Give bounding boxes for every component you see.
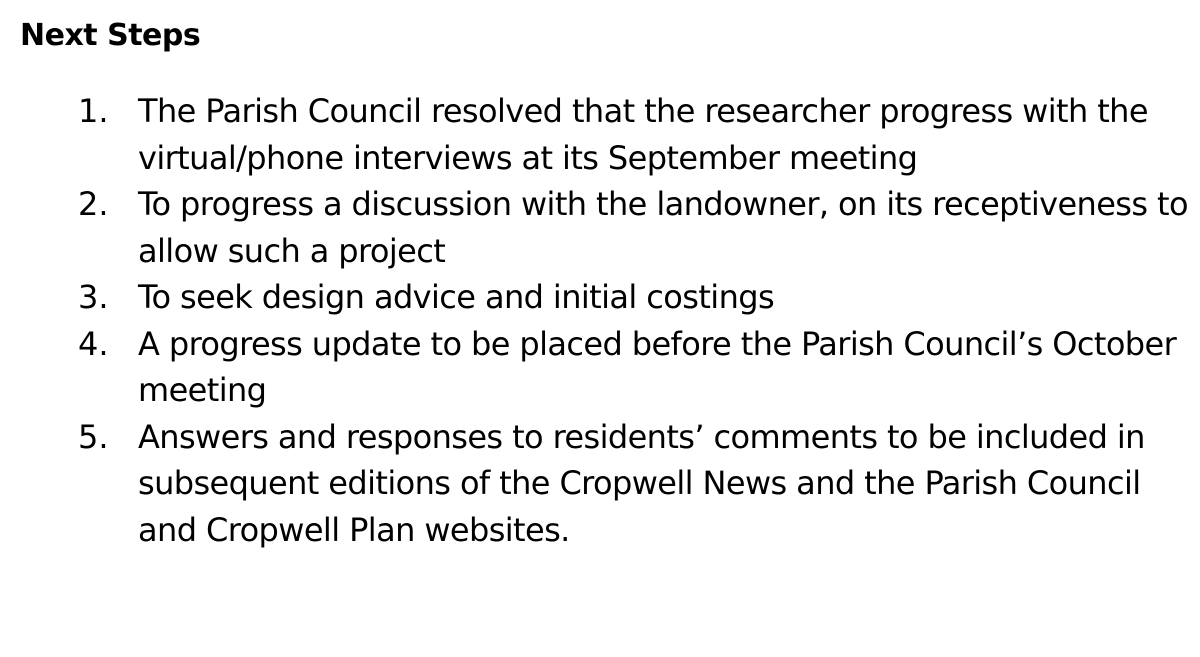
step-number: 4. xyxy=(78,324,109,363)
step-number: 2. xyxy=(78,185,109,223)
list-item-step-5 xyxy=(0,414,1200,554)
next-steps-list xyxy=(0,88,1200,553)
list-item-step-3 xyxy=(0,274,1200,321)
step-text: Answers and responses to residents’ comments to be included in subsequent editions of the Cropwell News and the Parish Council and Cropwell Plan websites. xyxy=(138,417,1145,549)
step-text: A progress update to be placed before the Parish Council’s October meeting xyxy=(138,324,1177,409)
list-item-step-1 xyxy=(0,88,1200,181)
step-text: The Parish Council resolved that the researcher progress with the virtual/phone interviews at its September meeting xyxy=(138,92,1148,177)
step-text: To seek design advice and initial costings xyxy=(138,278,775,316)
list-item-step-4 xyxy=(0,321,1200,414)
step-number: 5. xyxy=(78,417,109,456)
page-title: Next Steps xyxy=(20,18,201,53)
step-number: 3. xyxy=(78,278,109,316)
step-text: To progress a discussion with the landowner, on its receptiveness to allow such a project xyxy=(138,185,1188,270)
list-item-step-2 xyxy=(0,181,1200,274)
step-number: 1. xyxy=(78,92,109,130)
